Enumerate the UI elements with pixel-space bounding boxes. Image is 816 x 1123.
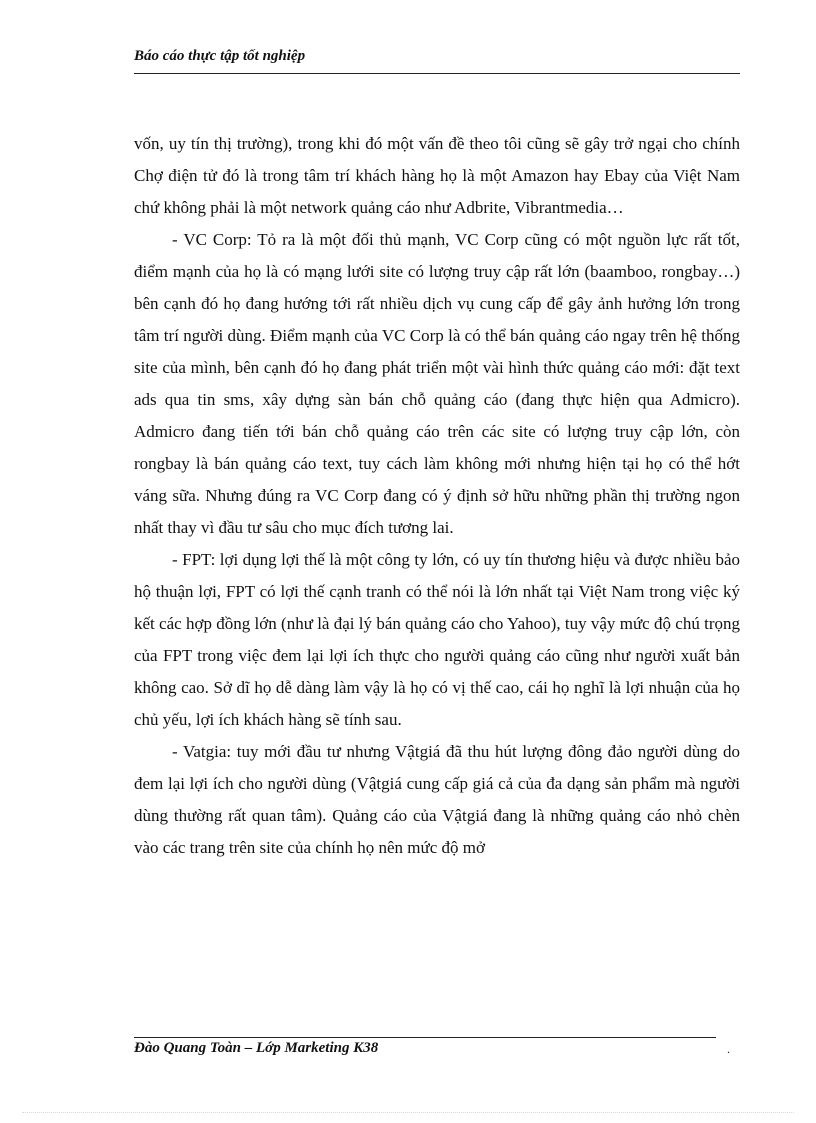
paragraph-continuation: vốn, uy tín thị trường), trong khi đó một vấn đề theo tôi cũng sẽ gây trở ngại cho chính Chợ điện tử đó là trong tâm trí khách hàng họ là một Amazon hay Ebay của Việt Nam chứ không phải là một network quảng cáo như Adbrite, Vibrantmedia… [134,134,740,217]
body-text [134,128,740,864]
paragraph-fpt: - FPT: lợi dụng lợi thế là một công ty lớn, có uy tín thương hiệu và được nhiều bảo hộ thuận lợi, FPT có lợi thế cạnh tranh có thể nói là lớn nhất tại Việt Nam trong việc ký kết các hợp đồng lớn (như là đại lý bán quảng cáo cho Yahoo), tuy vậy mức độ chú trọng của FPT trong việc đem lại lợi ích thực cho người quảng cáo cũng như người xuất bản không cao. Sở dĩ họ dễ dàng làm vậy là họ có vị thế cao, cái họ nghĩ là lợi nhuận của họ chủ yếu, lợi ích khách hàng sẽ tính sau. [134,550,740,729]
page-footer-author: Đào Quang Toàn – Lớp Marketing K38 [134,1040,379,1056]
paragraph-vc-corp: - VC Corp: Tỏ ra là một đối thủ mạnh, VC Corp cũng có một nguồn lực rất tốt, điểm mạnh của họ là có mạng lưới site có lượng truy cập rất lớn (baamboo, rongbay…) bên cạnh đó họ đang hướng tới rất nhiều dịch vụ cung cấp để gây ảnh hưởng lớn trong tâm trí người dùng. Điểm mạnh của VC Corp là có thể bán quảng cáo ngay trên hệ thống site của mình, bên cạnh đó họ đang phát triển một vài hình thức quảng cáo mới: đặt text ads qua tin sms, xây dựng sàn bán chỗ quảng cáo (đang thực hiện qua Admicro). Admicro đang tiến tới bán chỗ quảng cáo trên các site có lượng truy cập lớn, còn rongbay là bán quảng cáo text, tuy cách làm không mới nhưng hiện tại họ có thể hớt váng sữa. Nhưng đúng ra VC Corp đang có ý định sở hữu những phần thị trường ngon nhất thay vì đầu tư sâu cho mục đích tương lai. [134,230,740,537]
footer-mark: . [727,1042,730,1056]
paragraph-vatgia: - Vatgia: tuy mới đầu tư nhưng Vậtgiá đã thu hút lượng đông đảo người dùng do đem lại lợi ích cho người dùng (Vậtgiá cung cấp giá cả của đa dạng sản phẩm mà người dùng thường rất quan tâm). Quảng cáo của Vậtgiá đang là những quảng cáo nhỏ chèn vào các trang trên site của chính họ nên mức độ mở [134,742,740,857]
page-header-title: Báo cáo thực tập tốt nghiệp [134,48,306,64]
page-bottom-edge [22,1112,794,1113]
footer-divider [134,1037,716,1038]
header-divider [134,73,740,74]
